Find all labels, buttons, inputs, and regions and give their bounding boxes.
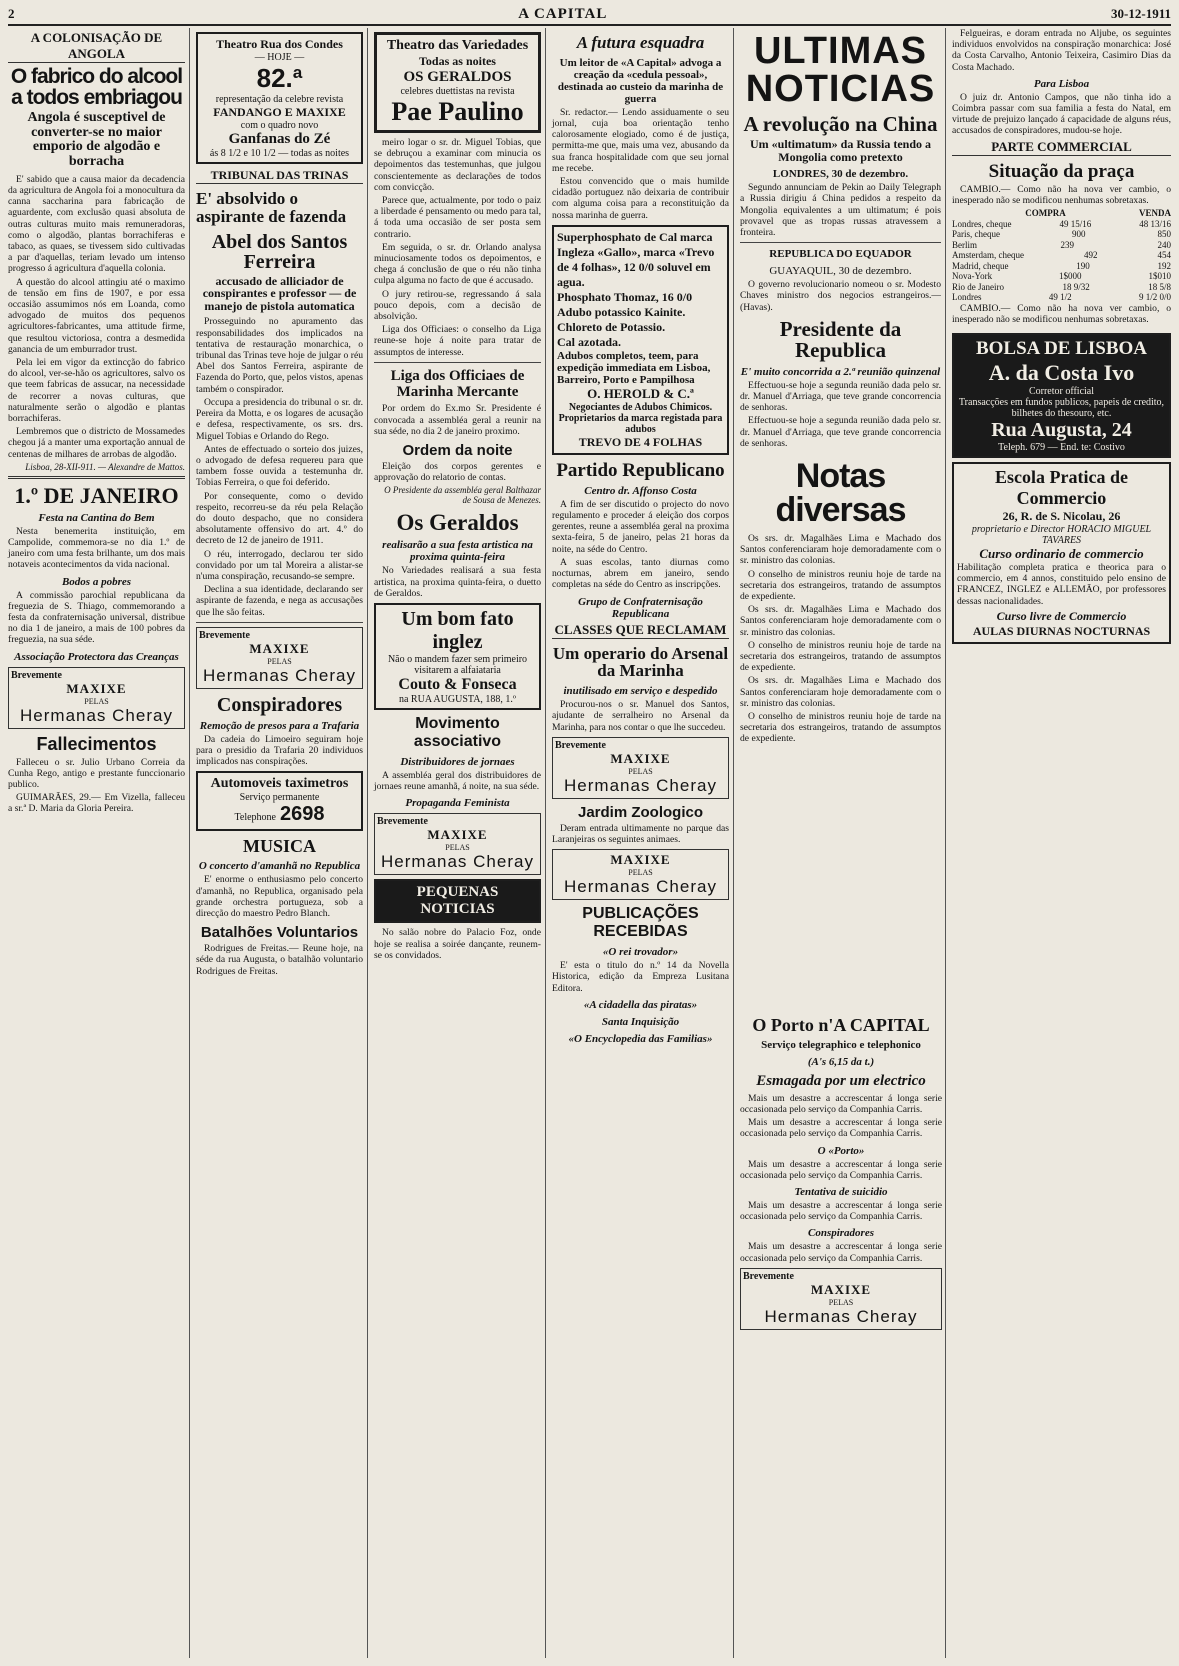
operario-title: Um operario do Arsenal da Marinha [552,643,729,681]
table-row [952,271,1171,282]
bolsa-text: Transacções em fundos publicos, papeis de credito, bilhetes do thesouro, etc. [958,396,1165,419]
taxi-title: Automoveis taximetros [210,776,349,792]
newspaper-name: A CAPITAL [518,5,608,22]
cambio-cell: Amsterdam, cheque [952,250,1024,261]
article-paragraph: Mais um desastre a accrescentar á longa serie occasionada pelo serviço da Companhia Carris. [740,1117,942,1140]
escola-ad [952,462,1171,644]
article-paragraph: A fim de ser discutido o projecto do novo regulamento e proceder á eleição dos corpos gerentes, reune a assembléa geral na proxima sexta-feira, 5 de janeiro, pelas 21 horas da noite, na séde do Centro. [552,498,729,555]
theatre-hoje: — HOJE — [254,52,305,63]
operario-sub: inutilisado em serviço e despedido [563,685,718,698]
parte-commercial-kicker: PARTE COMMERCIAL [952,139,1171,156]
escola-sub: proprietario e Director HORACIO MIGUEL TAVARES [971,523,1152,546]
article-paragraph: Mais um desastre a accrescentar á longa serie occasionada pelo serviço da Companhia Carris. [740,1241,942,1264]
cambio-cell: 192 [1157,260,1171,271]
ad-pelas: PELAS [828,1297,854,1307]
adubos-line: Chloreto de Potassio. [557,319,666,334]
tribunal-subhead: accusado de alliciador de conspirantes e professor — de manejo de pistola automatica [202,273,357,313]
cambio-cell: Rio de Janeiro [952,281,1004,292]
table-row [952,261,1171,272]
ordem-title: Ordem da noite [402,441,513,459]
familias-title: «O Encyclopedia das Familias» [568,1032,713,1045]
article-paragraph: CAMBIO.— Como não ha nova ver cambio, o inesperado não se modificou nenhumas sobretaxas. [952,183,1171,206]
janeiro-title: 1.º DE JANEIRO [14,482,179,508]
escola-address: 26, R. de S. Nicolau, 26 [1002,508,1121,523]
cambio-cell: 1$000 [1059,271,1082,282]
cheray-ad [552,849,729,900]
cambio-cell: 240 [1157,239,1171,250]
article-paragraph: O conselho de ministros reuniu hoje de tarde na secretaria dos estrangeiros, tratando de assumptos de expediente. [740,711,941,745]
column-6 [948,28,1175,1658]
santa-title: Santa Inquisição [601,1015,680,1028]
article-paragraph: Antes de effectuado o sorteio dos juizes, o advogado de defesa requereu para que tambem fosse ouvida a testemunha dr. Tobias Ferreira, o que foi deferido. [196,443,363,489]
bolsa-address: Rua Augusta, 24 [991,418,1132,441]
cambio-cell: 49 15/16 [1059,218,1092,229]
equador-dateline: GUAYAQUIL, 30 de dezembro. [769,265,912,278]
zoologico-title: Jardim Zoologico [577,803,703,821]
escola-title: Escola Pratica de Commercio [995,466,1128,508]
fato-firm: Couto & Fonseca [398,675,517,693]
article-paragraph: O governo revolucionario nomeou o sr. Modesto Chaves ministro dos negocios estrangeiros.— (Havas). [740,279,941,313]
cambio-cell: 850 [1157,229,1171,240]
bolsa-name: A. da Costa Ivo [988,359,1135,385]
divider [374,362,541,363]
geraldos-title: Os Geraldos [396,510,519,536]
table-row [952,240,1171,251]
divider [740,242,941,243]
cambio-cell: Madrid, cheque [952,260,1009,271]
column-2 [192,28,368,1658]
movimento-sub: Distribuidores de jornaes [400,755,515,768]
esquadra-title: A futura esquadra [576,33,705,52]
article-paragraph: Effectuou-se hoje a segunda reunião dada pelo sr. dr. Manuel d'Arriaga, que teve grande concorrencia de senhoras. [740,415,941,449]
china-dateline: LONDRES, 30 de dezembro. [772,168,909,181]
theatre-text: representação da celebre revista [215,94,344,105]
suicidio-title: Tentativa de suicidio [794,1185,888,1198]
ad-brevemente: Brevemente [743,1270,794,1282]
cambio-cell: Berlim [952,239,977,250]
adubos-firm: O. HEROLD & C.ª [587,385,694,401]
alfaiataria-ad [374,603,541,710]
cambio-header-cell: COMPRA [1025,208,1066,219]
ad-cheray: Hermanas Cheray [203,665,356,685]
theatre-line: OS GERALDOS [403,69,512,85]
conspiradores-porto-title: Conspiradores [807,1227,875,1240]
porto-label: O «Porto» [817,1144,865,1157]
bolsa-ad [952,333,1171,458]
cambio-cell: 239 [1060,239,1074,250]
fato-text: Não o mandem fazer sem primeiro visitarem a alfaiataria [387,653,528,676]
article-paragraph: Mais um desastre a accrescentar á longa serie occasionada pelo serviço da Companhia Carris. [740,1199,942,1223]
liga-title: Liga dos Officiaes de Marinha Mercante [390,367,525,400]
cambio-cell: 18 5/8 [1148,281,1171,292]
china-sub: Um «ultimatum» da Russia tendo a Mongolia como pretexto [749,137,932,164]
ad-cheray: Hermanas Cheray [564,877,717,897]
article-paragraph: E' enorme o enthusiasmo pelo concerto d'amanhã, no Republica, organisado pela grande orchestra portugueza, sob a direcção do maestro Pedro Blanch. [196,874,363,919]
table-row [952,282,1171,293]
page-number: 2 [8,6,15,21]
tribunal-name: Abel dos Santos Ferreira [211,230,348,273]
article-paragraph: Liga dos Officiaes: o conselho da Liga reune-se hoje á noite para tratar de assumptos de interesse. [374,324,541,358]
table-row [952,229,1171,240]
adubos-trevo: TREVO DE 4 FOLHAS [578,434,703,449]
propaganda-title: Propaganda Feminista [405,797,510,810]
adubos-line: Ingleza «Gallo», marca «Trevo de 4 folhas», 12 0/0 soluvel em agua. [557,244,715,289]
theatre-times: ás 8 1/2 e 10 1/2 — todas as noites [209,148,350,159]
cambio-cell: Paris, cheque [952,229,1000,240]
article-paragraph: Mais um desastre a accrescentar á longa serie occasionada pelo serviço da Companhia Carris. [740,1158,942,1181]
movimento-title: Movimento associativo [413,714,502,750]
ad-brevemente: Brevemente [555,739,606,751]
ad-cheray: Hermanas Cheray [381,852,534,872]
bolsa-title: BOLSA DE LISBOA [975,337,1148,359]
tribunal-headline: E' absolvido o aspirante de fazenda [196,189,347,226]
ad-brevemente: Brevemente [199,629,250,641]
adubos-firm-sub: Negociantes de Adubos Chimicos. Proprietarios da marca registada para adubos [558,401,723,435]
equador-title: REPUBLICA DO EQUADOR [769,248,912,261]
section-kicker: A COLONISAÇÃO DE ANGOLA [8,30,185,63]
theatre-ad-condes [196,32,363,164]
theatre-title: Theatro Rua dos Condes [216,37,343,51]
bolsa-sub: Corretor official [1028,385,1095,397]
article-paragraph: Effectuou-se hoje a segunda reunião dada pelo sr. dr. Manuel d'Arriaga, que teve grande concorrencia de senhoras. [740,379,941,414]
fato-address: na RUA AUGUSTA, 188, 1.º [398,693,517,705]
column-1 [4,28,190,1658]
notas-title: Notas diversas [775,457,906,530]
article-paragraph: Declina a sua identidade, declarando ser aspirante de fazenda, e nega as accusações que lhe são feitas. [196,584,363,618]
adubos-line: Cal azotada. [557,334,621,349]
porto-capital-time: (A's 6,15 da t.) [807,1056,875,1068]
cambio-cell: Londres, cheque [952,218,1012,229]
article-paragraph: Parece que, actualmente, por todo o paiz a liberdade é pensamento ou medo para tal, á toda uma occasião de ser posta sem contrario. [374,195,541,240]
ad-pelas: PELAS [267,656,292,666]
article-paragraph: O conselho de ministros reuniu hoje de tarde na secretaria dos estrangeiros, tratando de assumptos de expediente. [740,568,941,603]
ad-maxixe: MAXIXE [427,827,488,843]
ad-pelas: PELAS [445,843,470,853]
article-paragraph: A assembléa geral dos distribuidores de jornaes reune amanhã, á noite, na sua séde. [374,769,541,793]
adubos-line: Superphosphato de Cal marca [557,229,713,244]
assoc-title: Associação Protectora das Creanças [14,650,179,663]
cambio-cell: 900 [1071,229,1086,240]
ad-cheray: Hermanas Cheray [764,1306,918,1326]
conspiradores-title: Conspiradores [216,693,343,716]
ad-cheray: Hermanas Cheray [20,705,173,725]
article-paragraph: A suas escolas, tanto diurnas como nocturnas, abrem em janeiro, sendo completas na séde do Centro as inscripções. [552,556,729,591]
article-paragraph: A commissão parochial republicana da freguezia de S. Thiago, commemorando a festa da confraternisação universal, distribue no dia 1 de janeiro, a mais de 100 pobres da freguezia, na sua séde. [8,589,185,646]
escola-text: Habilitação completa pratica e theorica para o commercio, em 4 annos, constituido pelo ensino de FRANCEZ, INGLEZ e ALLEMÃO, por professores dessas nacionalidades. [957,561,1166,607]
presidente-sub: E' muito concorrida a 2.ª reunião quinzenal [740,365,941,378]
musica-sub: O concerto d'amanhã no Republica [198,860,361,873]
article-paragraph: Pela lei em vigor da extincção do fabrico do alcool, ver-se-hão os agricultores, salvo os que teem fabricas de assucar, na necessidade de recorrer a novas culturas, que naturalmente serão o algodão e plantas borrachiferas. [8,357,185,425]
theatre-number: 82.ª [256,63,303,93]
cheray-ad [374,813,541,875]
theatre-show2: Ganfanas do Zé [228,131,331,147]
ordem-signature: O Presidente da assembléa geral Balthazar de Sousa de Menezes. [384,485,541,506]
article-paragraph: Nesta benemerita instituição, em Campolide, commemora-se no dia 1.º de janeiro com uma festa brilhante, um dos mais notaveis acontecimentos da vida nacional. [8,525,185,571]
praca-title: Situação da praça [988,160,1135,182]
fato-title: Um bom fato inglez [401,607,514,653]
article-paragraph: CAMBIO.— Como não ha nova ver cambio, o inesperado não se modificou nenhumas sobretaxas. [952,302,1171,325]
ad-pelas: PELAS [84,696,109,706]
table-row [952,250,1171,261]
escola-aulas: AULAS DIURNAS NOCTURNAS [972,623,1151,638]
article-paragraph: O conselho de ministros reuniu hoje de tarde na secretaria dos estrangeiros, tratando de assumptos de expediente. [740,639,941,674]
divider [8,476,185,479]
article-paragraph: Rodrigues de Freitas.— Reune hoje, na séde da rua Augusta, o batalhão voluntario Rodrigues de Freitas. [196,943,363,977]
ad-pelas: PELAS [628,766,653,776]
escola-curso2: Curso livre de Commercio [996,608,1127,623]
cambio-cell: 18 9/32 [1062,281,1090,292]
article-paragraph: E' esta o titulo do n.º 14 da Novella Historica, edição da Empreza Lusitana Editora. [552,960,729,994]
cheray-ad [8,667,185,729]
cambio-cell: 454 [1157,250,1171,261]
esmagada-title: Esmagada por um electrico [756,1073,926,1089]
pequenas-noticias-banner [374,879,541,923]
publicacoes-title: PUBLICAÇÕES RECEBIDAS [582,905,699,941]
geraldos-sub: realisarão a sua festa artistica na proxima quinta-feira [382,539,533,564]
cambio-cell: 1$010 [1148,271,1171,282]
subheadline: Angola é susceptivel de converter-se no maior emporio de algodão e borracha [27,110,166,170]
article-paragraph: Por ordem do Ex.mo Sr. Presidente é convocada a assembléa geral a reunir na sua séde, no dia 2 de janeiro proximo. [374,403,541,437]
ad-maxixe: MAXIXE [610,750,671,766]
article-paragraph: Eleição dos corpos gerentes e approvação do relatorio de contas. [374,460,541,484]
taxi-tel-label: Telephone [234,812,276,824]
article-paragraph: Os srs. dr. Magalhães Lima e Machado dos Santos conferenciaram hoje demoradamente com o sr. ministro das colonias. [740,533,941,567]
porto-capital-title: O Porto n'A CAPITAL [752,1015,930,1035]
china-title: A revolução na China [743,112,938,136]
article-signature: Lisboa, 28-XII-911. — Alexandre de Mattos. [25,461,185,472]
bodas-title: Bodos a pobres [61,575,132,588]
theatre-line: Todas as noites [419,54,496,68]
column-3 [370,28,546,1658]
janeiro-subtitle: Festa na Cantina do Bem [38,511,155,524]
ad-maxixe: MAXIXE [610,852,671,868]
ad-cheray: Hermanas Cheray [564,775,717,795]
batalhoes-title: Batalhões Voluntarios [200,924,359,942]
article-paragraph: Os srs. dr. Magalhães Lima e Machado dos Santos conferenciaram hoje demoradamente com o sr. ministro das colonias. [740,675,941,709]
theatre-show: FANDANGO E MAXIXE [213,105,346,119]
taxi-tel: 2698 [280,803,325,826]
theatre-with: com o quadro novo [240,120,319,131]
article-paragraph: Estou convencido que o mais humilde cidadão portuguez não deixaria de contribuir com alguma coisa para a reconstituição da nossa marinha de guerra. [552,176,729,221]
article-paragraph: Os srs. dr. Magalhães Lima e Machado dos Santos conferenciaram hoje demoradamente com o sr. ministro das colonias. [740,604,941,638]
partido-title: Partido Republicano [556,459,725,481]
escola-curso: Curso ordinario de commercio [979,545,1144,561]
cambio-cell: 48 13/16 [1139,218,1171,229]
article-paragraph: Por consequente, como o devido respeito, recorreu-se da réu pela Relação do douto despacho, que no considera absolutamente offensivo do art. 4.º do decreto de 12 de janeiro de 1911. [196,490,363,547]
theatre-show: Pae Paulino [391,97,524,126]
article-paragraph: O juiz dr. Antonio Campos, que não tinha ido a Coimbra passar com sua familia a festa do Natal, em virtude de prejuizo lançado á capacidade de alguns réus, accusados de conspiradores, mudou-se hoje. [952,91,1171,137]
issue-date: 30-12-1911 [1111,6,1171,21]
theatre-title: Theatro das Variedades [386,38,529,53]
article-paragraph: meiro logar o sr. dr. Miguel Tobias, que se debruçou a examinar com minucia os depoimentos das testemunhas, que julgou conscientemente as declarações de todos com convicção. [374,137,541,193]
partido-sub: Centro dr. Affonso Costa [584,484,697,497]
conspiradores-sub: Remoção de presos para a Trafaria [199,719,360,732]
article-paragraph: Deram entrada ultimamente no parque das Laranjeiras os seguintes animaes. [552,822,729,845]
publicacoes-sub: «O rei trovador» [602,946,679,959]
article-paragraph: Segundo annunciam de Pekin ao Daily Telegraph a Russia dirigiu á China pedidos a respeito da Mongolia equivalentes a um ultimatum; é pois provavel que as tropas russas atravessem a fronteira. [740,182,941,238]
porto-section [736,1010,946,1658]
theatre-line: celebres duettistas na revista [400,86,515,97]
cheray-ad [740,1268,942,1330]
cidadella-title: «A cidadella das piratas» [583,998,698,1011]
article-paragraph: O jury retirou-se, regressando á sala pouco depois, com a decisão de absolvição. [374,288,541,323]
ultimas-noticias-banner: ULTIMAS NOTICIAS [745,30,936,110]
article-paragraph: Occupa a presidencia do tribunal o sr. dr. Pereira da Motta, e os logares de acusação e defesa, respectivamente, os srs. drs. Miguel Tobias e Orlando do Rego. [196,396,363,442]
cambio-cell: Londres [952,292,982,303]
article-paragraph: No salão nobre do Palacio Foz, onde hoje se realisa a soirée dançante, reunem-se os convidados. [374,927,541,961]
article-paragraph: E' sabido que a causa maior da decadencia da agricultura de Angola foi a monocultura da canna saccharina para fabricação de aguardente, com exclusão quasi absoluta de outras culturas muito mais remuneradoras, como o algodão, plantas borrachiferas e tabaco, as quaes, se tivessem sido cultivadas a par d'aquellas, teriam levado um intenso progresso á agricultura d'aquella colonia. [8,173,185,275]
cambio-header-row [952,208,1171,219]
porto-title: Para Lisboa [1033,77,1090,90]
article-paragraph: Sr. redactor.— Lendo assiduamente o seu jornal, cuja boa orientação tenho calorosamente elogiado, como é de justiça, permitta-me que, mais uma vez, abusando da sua franca hospitalidade com que seu jornal me recebe. [552,106,729,174]
grupo-title: Grupo de Confraternisação Republicana [578,595,703,620]
taxi-sub: Serviço permanente [239,792,320,804]
divider [196,622,363,623]
article-paragraph: A questão do alcool attingiu até o maximo de tensão em fins de 1907, e por essa occasião assumimos nós em Loanda, como advogado de muitos dos pequenos agricultores-fabricantes, uma attitude firme, que resultou victoriosa, contra a desmedida ganancia de um emburrador trust. [8,276,185,355]
article-paragraph: Felgueiras, e doram entrada no Aljube, os seguintes individuos envolvidos na conspiração monarchica: José da Costa Carvalho, Antonio Teixeira, Casimiro Dias da Costa Machado. [952,28,1171,73]
musica-title: MUSICA [242,836,316,857]
cambio-cell: Nova-York [952,271,993,282]
main-headline: O fabrico do alcool a todos embriagou [10,65,183,109]
adubos-ad [552,225,729,455]
article-paragraph: Falleceu o sr. Julio Urbano Correia da Cunha Rego, antigo e prestante funccionario publico. [8,756,185,791]
classes-kicker: CLASSES QUE RECLAMAM [552,622,729,639]
article-paragraph: Lembremos que o districto de Mossamedes chegou já a manter uma exportação annual de centenas de milhares de arrobas de algodão. [8,426,185,460]
porto-capital-sub: Serviço telegraphico e telephonico [761,1039,921,1051]
article-paragraph: Da cadeia do Limoeiro seguiram hoje para o presidio da Trafaria 20 individuos implicados nas conspirações. [196,733,363,768]
article-paragraph: No Variedades realisará a sua festa artistica, na proxima quinta-feira, o duetto de Geraldos. [374,565,541,599]
ad-pelas: PELAS [628,868,653,878]
article-paragraph: Mais um desastre a accrescentar á longa serie occasionada pelo serviço da Companhia Carris. [740,1092,942,1115]
article-paragraph: Prosseguindo no apuramento das responsabilidades dos implicados na tentativa de restauração monarchica, o tribunal das Trinas teve hoje de julgar o réu Abel dos Santos Ferreira, aspirante de Fazenda do Porto, que, pelos vistos, apenas também o conspirador. [196,316,363,395]
article-paragraph: GUIMARÃES, 29.— Em Vizella, falleceu a sr.ª D. Maria da Gloria Pereira. [8,792,185,815]
falecimentos-title: Fallecimentos [36,733,157,754]
tribunal-kicker: TRIBUNAL DAS TRINAS [196,168,363,184]
cambio-cell: 190 [1076,260,1090,271]
masthead [8,4,1171,26]
cambio-cell: 49 1/2 [1048,292,1072,303]
pequenas-title: PEQUENAS NOTICIAS [416,884,499,918]
adubos-line: Adubo potassico Kainite. [557,304,686,319]
cheray-ad [552,737,729,799]
ad-maxixe: MAXIXE [810,1281,872,1297]
adubos-line: Phosphato Thomaz, 16 0/0 [557,289,693,304]
presidente-title: Presidente da Republica [779,316,902,362]
esquadra-sub: Um leitor de «A Capital» advoga a creação da «cedula pessoal», destinada ao custeio da marinha de guerra [557,56,724,105]
theatre-ad-variedades [374,32,541,133]
ad-maxixe: MAXIXE [66,680,127,696]
bolsa-tel: Teleph. 679 — End. te: Costivo [998,441,1125,453]
cheray-ad [196,627,363,689]
column-4 [548,28,734,1658]
ad-maxixe: MAXIXE [249,640,310,656]
cambio-cell: 9 1/2 0/0 [1138,292,1171,303]
ad-brevemente: Brevemente [11,669,62,681]
cambio-header-cell: VENDA [1138,208,1171,219]
cambio-cell: 492 [1083,250,1098,261]
table-row [952,292,1171,303]
article-paragraph: O réu, interrogado, declarou ter sido convidado por um tal Moreira a alistar-se n'uma conspiração, recusando-se sempre. [196,548,363,582]
adubos-line: Adubos completos, teem, para expedição immediata em Lisboa, Barreiro, Porto e Pampilhosa [557,349,711,386]
taxi-ad [196,771,363,831]
article-paragraph: Em seguida, o sr. dr. Orlando analysa minuciosamente todos os depoimentos, e chega á conclusão de que o réu não tinha culpa alguma no facto de que é accusado. [374,241,541,287]
table-row [952,219,1171,230]
ad-brevemente: Brevemente [377,816,428,828]
article-paragraph: Procurou-nos o sr. Manuel dos Santos, ajudante de serralheiro no Arsenal da Marinha, para nos contar o que lhe succedeu. [552,699,729,733]
